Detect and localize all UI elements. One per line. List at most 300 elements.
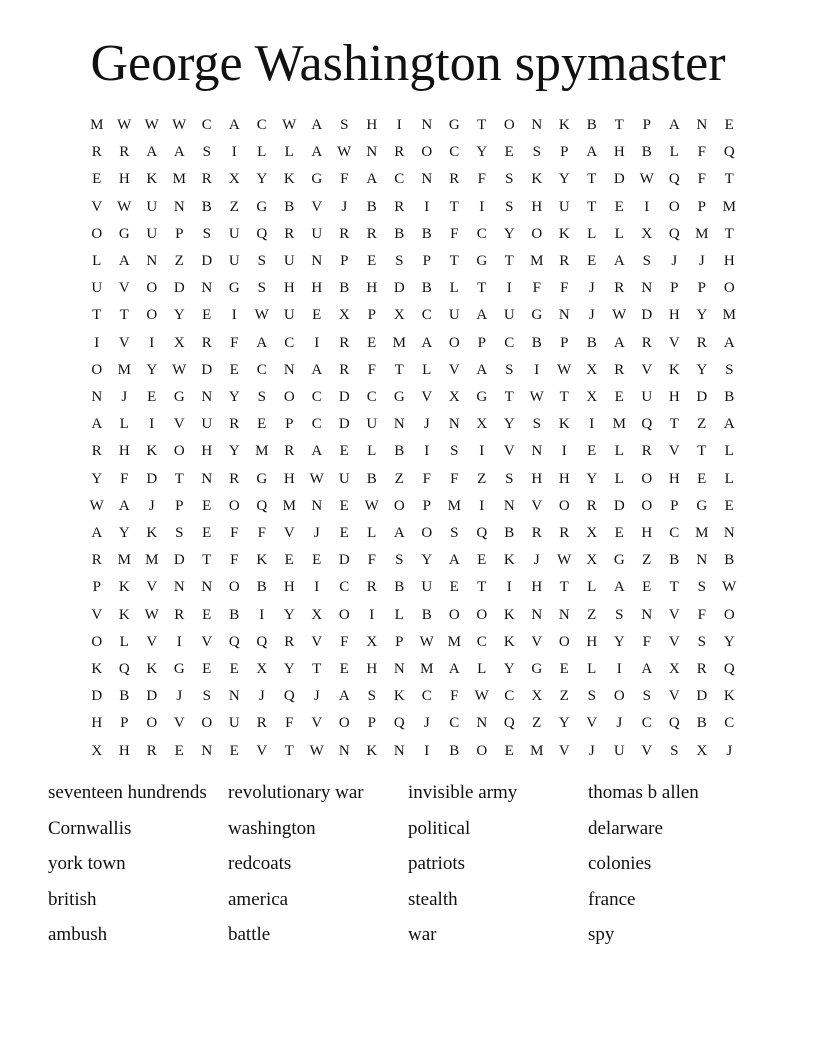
grid-letter: Z bbox=[394, 470, 404, 487]
grid-letter: R bbox=[91, 552, 102, 569]
grid-letter: E bbox=[202, 307, 212, 324]
grid-letter: B bbox=[586, 117, 597, 133]
grid-letter: B bbox=[504, 525, 515, 542]
grid-letter: N bbox=[641, 280, 653, 297]
grid-letter: H bbox=[641, 525, 653, 542]
grid-letter: L bbox=[614, 470, 624, 487]
grid-letter: A bbox=[118, 253, 130, 270]
grid-letter: T bbox=[477, 117, 487, 133]
grid-letter: J bbox=[588, 280, 595, 297]
word-list-row bbox=[48, 885, 788, 921]
grid-letter: G bbox=[613, 552, 625, 569]
grid-letter: W bbox=[364, 497, 379, 514]
grid-letter: W bbox=[172, 117, 187, 133]
grid-letter: Y bbox=[283, 606, 295, 623]
grid-letter: V bbox=[146, 579, 158, 596]
grid-letter: X bbox=[531, 688, 543, 705]
grid-letter: U bbox=[558, 198, 570, 215]
grid-letter: J bbox=[313, 525, 320, 542]
grid-letter: W bbox=[419, 633, 434, 650]
grid-letter: K bbox=[118, 579, 130, 596]
grid-row bbox=[83, 656, 743, 683]
word-list-item: york town bbox=[48, 853, 126, 874]
grid-letter: R bbox=[641, 443, 652, 460]
grid-letter: D bbox=[696, 389, 708, 406]
grid-letter: S bbox=[395, 253, 404, 270]
grid-letter: I bbox=[396, 117, 402, 133]
grid-letter: B bbox=[421, 280, 432, 297]
grid-letter: H bbox=[91, 715, 103, 732]
grid-letter: J bbox=[423, 416, 430, 433]
grid-letter: O bbox=[91, 361, 103, 378]
grid-letter: S bbox=[505, 361, 514, 378]
grid-letter: E bbox=[504, 742, 514, 759]
grid-letter: B bbox=[394, 225, 405, 242]
grid-letter: Q bbox=[228, 633, 240, 650]
grid-row bbox=[83, 166, 743, 193]
grid-letter: W bbox=[117, 198, 132, 215]
grid-letter: J bbox=[698, 253, 705, 270]
grid-letter: B bbox=[201, 198, 212, 215]
grid-letter: A bbox=[421, 334, 433, 351]
grid-letter: L bbox=[587, 579, 597, 596]
grid-letter: D bbox=[146, 470, 158, 487]
grid-letter: R bbox=[284, 225, 295, 242]
grid-row bbox=[83, 248, 743, 275]
grid-letter: D bbox=[338, 416, 350, 433]
grid-letter: H bbox=[283, 579, 295, 596]
grid-letter: K bbox=[531, 171, 543, 188]
grid-letter: H bbox=[586, 633, 598, 650]
grid-letter: R bbox=[559, 253, 570, 270]
grid-letter: W bbox=[529, 389, 544, 406]
grid-letter: N bbox=[201, 389, 213, 406]
grid-letter: V bbox=[531, 497, 543, 514]
grid-letter: L bbox=[394, 606, 404, 623]
grid-letter: G bbox=[476, 253, 488, 270]
grid-letter: K bbox=[558, 117, 570, 133]
grid-letter: S bbox=[450, 443, 459, 460]
grid-letter: Y bbox=[421, 552, 433, 569]
grid-letter: N bbox=[531, 117, 543, 133]
grid-letter: G bbox=[228, 280, 240, 297]
grid-letter: P bbox=[422, 497, 431, 514]
grid-letter: X bbox=[641, 225, 653, 242]
grid-letter: C bbox=[311, 389, 322, 406]
grid-letter: I bbox=[231, 144, 237, 161]
grid-letter: R bbox=[339, 361, 350, 378]
grid-letter: J bbox=[258, 688, 265, 705]
grid-letter: R bbox=[394, 198, 405, 215]
grid-letter: H bbox=[558, 470, 570, 487]
grid-letter: M bbox=[90, 117, 104, 133]
grid-letter: G bbox=[393, 389, 405, 406]
grid-letter: U bbox=[503, 307, 515, 324]
grid-letter: T bbox=[449, 198, 459, 215]
grid-letter: P bbox=[422, 253, 431, 270]
grid-letter: T bbox=[449, 253, 459, 270]
grid-letter: A bbox=[311, 117, 323, 133]
grid-letter: Q bbox=[723, 661, 735, 678]
grid-letter: X bbox=[393, 307, 405, 324]
grid-letter: H bbox=[118, 443, 130, 460]
grid-letter: M bbox=[117, 552, 131, 569]
grid-letter: O bbox=[338, 715, 350, 732]
grid-letter: E bbox=[697, 470, 707, 487]
grid-letter: Z bbox=[174, 253, 184, 270]
grid-letter: D bbox=[146, 688, 158, 705]
grid-letter: S bbox=[697, 633, 706, 650]
grid-letter: O bbox=[421, 525, 433, 542]
grid-letter: S bbox=[175, 525, 184, 542]
grid-letter: I bbox=[589, 416, 595, 433]
grid-letter: A bbox=[723, 416, 735, 433]
grid-letter: Y bbox=[558, 171, 570, 188]
grid-letter: N bbox=[366, 144, 378, 161]
grid-letter: D bbox=[613, 171, 625, 188]
grid-letter: H bbox=[283, 470, 295, 487]
grid-letter: S bbox=[532, 416, 541, 433]
grid-letter: Q bbox=[641, 416, 653, 433]
grid-letter: X bbox=[476, 416, 488, 433]
grid-letter: L bbox=[669, 144, 679, 161]
grid-letter: P bbox=[285, 416, 294, 433]
grid-letter: T bbox=[559, 389, 569, 406]
grid-letter: E bbox=[504, 144, 514, 161]
grid-letter: A bbox=[146, 144, 158, 161]
grid-letter: A bbox=[668, 117, 680, 133]
grid-letter: E bbox=[174, 742, 184, 759]
grid-letter: O bbox=[283, 389, 295, 406]
grid-letter: Z bbox=[532, 715, 542, 732]
grid-letter: B bbox=[421, 606, 432, 623]
grid-letter: K bbox=[146, 171, 158, 188]
grid-letter: R bbox=[696, 661, 707, 678]
grid-letter: O bbox=[641, 497, 653, 514]
grid-row bbox=[83, 683, 743, 710]
grid-letter: S bbox=[257, 389, 266, 406]
grid-letter: T bbox=[504, 253, 514, 270]
grid-letter: U bbox=[146, 225, 158, 242]
grid-letter: A bbox=[311, 361, 323, 378]
grid-letter: W bbox=[172, 361, 187, 378]
grid-letter: K bbox=[723, 688, 735, 705]
grid-letter: E bbox=[449, 579, 459, 596]
grid-letter: I bbox=[314, 334, 320, 351]
grid-letter: K bbox=[503, 552, 515, 569]
grid-letter: Y bbox=[503, 225, 515, 242]
grid-letter: F bbox=[642, 633, 651, 650]
grid-letter: I bbox=[369, 606, 375, 623]
grid-letter: X bbox=[448, 389, 460, 406]
grid-letter: H bbox=[366, 117, 378, 133]
grid-letter: T bbox=[724, 225, 734, 242]
word-list-item: thomas b allen bbox=[588, 782, 699, 803]
grid-letter: O bbox=[558, 497, 570, 514]
grid-letter: X bbox=[586, 361, 598, 378]
grid-letter: A bbox=[586, 144, 598, 161]
grid-letter: Y bbox=[503, 416, 515, 433]
grid-letter: R bbox=[641, 334, 652, 351]
grid-letter: E bbox=[202, 525, 212, 542]
grid-letter: O bbox=[723, 606, 735, 623]
grid-letter: H bbox=[283, 280, 295, 297]
grid-letter: M bbox=[255, 443, 269, 460]
grid-letter: J bbox=[176, 688, 183, 705]
grid-letter: Z bbox=[477, 470, 487, 487]
grid-letter: O bbox=[146, 280, 158, 297]
grid-letter: S bbox=[367, 688, 376, 705]
grid-letter: Q bbox=[256, 225, 268, 242]
grid-letter: X bbox=[311, 606, 323, 623]
grid-letter: D bbox=[91, 688, 103, 705]
grid-letter: T bbox=[724, 171, 734, 188]
grid-letter: N bbox=[421, 171, 433, 188]
grid-letter: C bbox=[724, 715, 735, 732]
grid-letter: Y bbox=[91, 470, 103, 487]
grid-letter: R bbox=[614, 280, 625, 297]
grid-letter: U bbox=[311, 225, 323, 242]
grid-letter: A bbox=[228, 117, 240, 133]
grid-letter: E bbox=[642, 579, 652, 596]
grid-letter: O bbox=[476, 742, 488, 759]
grid-letter: D bbox=[338, 552, 350, 569]
grid-letter: X bbox=[586, 389, 598, 406]
word-list-row bbox=[48, 814, 788, 850]
grid-letter: R bbox=[256, 715, 267, 732]
grid-letter: N bbox=[393, 661, 405, 678]
grid-letter: W bbox=[557, 552, 572, 569]
grid-letter: Y bbox=[146, 361, 158, 378]
grid-letter: A bbox=[613, 579, 625, 596]
grid-letter: G bbox=[256, 198, 268, 215]
grid-letter: D bbox=[173, 552, 185, 569]
grid-letter: L bbox=[284, 144, 294, 161]
grid-letter: E bbox=[257, 416, 267, 433]
word-list-item: redcoats bbox=[228, 853, 292, 874]
grid-letter: C bbox=[641, 715, 652, 732]
grid-letter: C bbox=[366, 389, 377, 406]
grid-letter: O bbox=[476, 606, 488, 623]
grid-letter: Y bbox=[228, 389, 240, 406]
grid-letter: O bbox=[228, 579, 240, 596]
grid-letter: Z bbox=[229, 198, 239, 215]
grid-row bbox=[83, 438, 743, 465]
grid-letter: Y bbox=[696, 361, 708, 378]
grid-letter: M bbox=[530, 742, 544, 759]
grid-letter: V bbox=[641, 361, 653, 378]
grid-letter: I bbox=[534, 361, 540, 378]
grid-letter: S bbox=[450, 525, 459, 542]
grid-letter: B bbox=[394, 443, 405, 460]
grid-letter: T bbox=[697, 443, 707, 460]
grid-row bbox=[83, 602, 743, 629]
grid-letter: A bbox=[476, 361, 488, 378]
grid-letter: P bbox=[697, 198, 706, 215]
grid-letter: D bbox=[201, 253, 213, 270]
grid-letter: V bbox=[558, 742, 570, 759]
grid-letter: B bbox=[394, 579, 405, 596]
grid-letter: Z bbox=[642, 552, 652, 569]
grid-letter: C bbox=[449, 144, 460, 161]
grid-letter: T bbox=[559, 579, 569, 596]
grid-row bbox=[83, 275, 743, 302]
grid-letter: N bbox=[228, 688, 240, 705]
grid-letter: A bbox=[311, 144, 323, 161]
grid-letter: C bbox=[504, 334, 515, 351]
grid-letter: Y bbox=[228, 443, 240, 460]
grid-letter: P bbox=[670, 280, 679, 297]
grid-letter: V bbox=[668, 334, 680, 351]
grid-letter: W bbox=[474, 688, 489, 705]
grid-letter: F bbox=[230, 525, 239, 542]
grid-row bbox=[83, 466, 743, 493]
grid-letter: F bbox=[697, 606, 706, 623]
grid-letter: L bbox=[367, 525, 377, 542]
grid-letter: S bbox=[257, 280, 266, 297]
grid-letter: I bbox=[424, 198, 430, 215]
grid-letter: C bbox=[421, 688, 432, 705]
grid-letter: F bbox=[450, 688, 459, 705]
grid-letter: L bbox=[119, 416, 129, 433]
grid-letter: O bbox=[558, 633, 570, 650]
grid-letter: T bbox=[669, 579, 679, 596]
grid-letter: U bbox=[366, 416, 378, 433]
grid-letter: A bbox=[476, 307, 488, 324]
grid-letter: F bbox=[367, 361, 376, 378]
grid-letter: O bbox=[668, 198, 680, 215]
grid-letter: P bbox=[92, 579, 101, 596]
grid-row bbox=[83, 520, 743, 547]
grid-letter: X bbox=[366, 633, 378, 650]
grid-letter: I bbox=[259, 606, 265, 623]
grid-letter: X bbox=[256, 661, 268, 678]
grid-letter: M bbox=[695, 225, 709, 242]
grid-letter: O bbox=[723, 280, 735, 297]
grid-letter: G bbox=[476, 389, 488, 406]
grid-letter: I bbox=[479, 443, 485, 460]
grid-letter: Y bbox=[696, 307, 708, 324]
grid-letter: E bbox=[724, 497, 734, 514]
grid-letter: A bbox=[723, 334, 735, 351]
grid-letter: B bbox=[531, 334, 542, 351]
grid-letter: M bbox=[420, 661, 434, 678]
grid-letter: R bbox=[174, 606, 185, 623]
word-list-item: british bbox=[48, 888, 97, 910]
grid-letter: H bbox=[613, 144, 625, 161]
grid-letter: N bbox=[173, 579, 185, 596]
grid-letter: Q bbox=[503, 715, 515, 732]
grid-letter: R bbox=[229, 470, 240, 487]
grid-letter: N bbox=[696, 552, 708, 569]
grid-letter: Y bbox=[476, 144, 488, 161]
grid-letter: Y bbox=[558, 715, 570, 732]
grid-letter: A bbox=[256, 334, 268, 351]
grid-letter: R bbox=[339, 225, 350, 242]
grid-row bbox=[83, 194, 743, 221]
grid-letter: F bbox=[340, 171, 349, 188]
grid-letter: A bbox=[91, 416, 103, 433]
grid-letter: V bbox=[201, 633, 213, 650]
grid-letter: R bbox=[339, 334, 350, 351]
grid-letter: U bbox=[283, 253, 295, 270]
grid-letter: O bbox=[146, 307, 158, 324]
grid-letter: Q bbox=[668, 171, 680, 188]
grid-letter: W bbox=[254, 307, 269, 324]
grid-letter: V bbox=[668, 606, 680, 623]
grid-letter: D bbox=[613, 497, 625, 514]
grid-letter: M bbox=[695, 525, 709, 542]
grid-letter: U bbox=[448, 307, 460, 324]
grid-letter: M bbox=[172, 171, 186, 188]
grid-letter: R bbox=[531, 525, 542, 542]
grid-letter: V bbox=[531, 633, 543, 650]
grid-letter: W bbox=[144, 117, 159, 133]
grid-letter: K bbox=[366, 742, 378, 759]
grid-letter: I bbox=[616, 661, 622, 678]
grid-letter: N bbox=[311, 253, 323, 270]
grid-letter: B bbox=[119, 688, 130, 705]
grid-letter: S bbox=[257, 253, 266, 270]
grid-row bbox=[83, 738, 743, 765]
grid-letter: F bbox=[285, 715, 294, 732]
grid-letter: B bbox=[256, 579, 267, 596]
grid-letter: O bbox=[531, 225, 543, 242]
grid-letter: N bbox=[531, 606, 543, 623]
grid-letter: M bbox=[145, 552, 159, 569]
grid-letter: E bbox=[614, 198, 624, 215]
grid-letter: S bbox=[340, 117, 349, 133]
grid-letter: B bbox=[421, 225, 432, 242]
grid-letter: L bbox=[119, 633, 129, 650]
grid-letter: W bbox=[639, 171, 654, 188]
grid-letter: E bbox=[312, 307, 322, 324]
grid-letter: X bbox=[173, 334, 185, 351]
grid-letter: F bbox=[560, 280, 569, 297]
grid-letter: F bbox=[532, 280, 541, 297]
grid-letter: H bbox=[531, 579, 543, 596]
grid-row bbox=[83, 547, 743, 574]
grid-letter: O bbox=[91, 633, 103, 650]
grid-letter: L bbox=[724, 443, 734, 460]
word-list-item: france bbox=[588, 888, 636, 910]
grid-letter: X bbox=[586, 525, 598, 542]
grid-letter: W bbox=[282, 117, 297, 133]
grid-letter: H bbox=[311, 280, 323, 297]
grid-letter: E bbox=[284, 552, 294, 569]
grid-row bbox=[83, 574, 743, 601]
grid-letter: B bbox=[696, 715, 707, 732]
grid-letter: T bbox=[504, 389, 514, 406]
grid-letter: M bbox=[282, 497, 296, 514]
grid-letter: G bbox=[531, 661, 543, 678]
grid-letter: G bbox=[531, 307, 543, 324]
word-list-item: battle bbox=[228, 924, 271, 945]
grid-letter: T bbox=[92, 307, 102, 324]
grid-letter: K bbox=[256, 552, 268, 569]
grid-letter: E bbox=[477, 552, 487, 569]
grid-letter: N bbox=[201, 742, 213, 759]
grid-letter: S bbox=[725, 361, 734, 378]
grid-letter: T bbox=[477, 579, 487, 596]
grid-letter: E bbox=[202, 497, 212, 514]
grid-letter: B bbox=[586, 334, 597, 351]
page-title: George Washington spymaster bbox=[90, 35, 726, 92]
grid-letter: L bbox=[449, 280, 459, 297]
grid-letter: L bbox=[587, 661, 597, 678]
word-list-item: political bbox=[408, 817, 471, 839]
grid-letter: N bbox=[503, 497, 515, 514]
